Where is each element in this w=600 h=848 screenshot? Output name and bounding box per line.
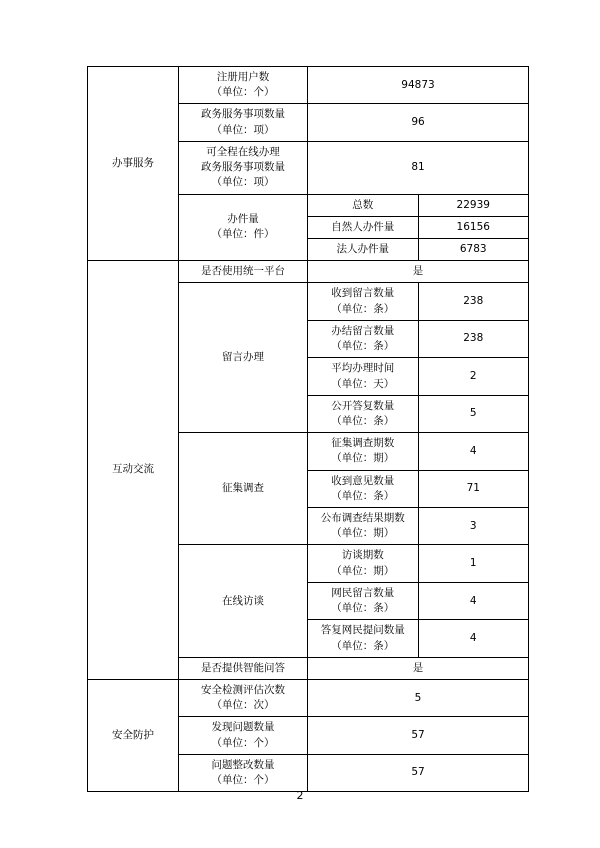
sub-cell-netizen-messages: 网民留言数量 （单位：条） bbox=[308, 582, 419, 619]
value-cell-service-items-count: 96 bbox=[308, 104, 529, 141]
item-cell-online-interview: 在线访谈 bbox=[179, 545, 308, 657]
value-cell-security-assessments: 5 bbox=[308, 680, 529, 717]
value-cell-total-cases: 22939 bbox=[418, 194, 529, 216]
item-cell-security-assessments: 安全检测评估次数 （单位：次） bbox=[179, 680, 308, 717]
value-cell-issues-found: 57 bbox=[308, 717, 529, 754]
item-cell-service-items-count: 政务服务事项数量 （单位：项） bbox=[179, 104, 308, 141]
value-cell-unified-platform: 是 bbox=[308, 261, 529, 283]
sub-cell-messages-closed: 办结留言数量 （单位：条） bbox=[308, 320, 419, 357]
value-cell-survey-periods: 4 bbox=[418, 433, 529, 470]
value-cell-average-handling-time: 2 bbox=[418, 358, 529, 395]
value-cell-opinions-received: 71 bbox=[418, 470, 529, 507]
sub-cell-public-replies: 公开答复数量 （单位：条） bbox=[308, 395, 419, 432]
item-cell-survey-collection: 征集调查 bbox=[179, 433, 308, 545]
category-cell-anquan-fanghu: 安全防护 bbox=[88, 680, 179, 792]
category-cell-hudong-jiaoliu: 互动交流 bbox=[88, 261, 179, 680]
value-cell-public-replies: 5 bbox=[418, 395, 529, 432]
sub-cell-survey-results-published: 公布调查结果期数 （单位：期） bbox=[308, 508, 419, 545]
report-table-container bbox=[87, 66, 513, 792]
sub-cell-answered-questions: 答复网民提问数量 （单位：条） bbox=[308, 620, 419, 657]
item-cell-unified-platform: 是否使用统一平台 bbox=[179, 261, 308, 283]
value-cell-messages-closed: 238 bbox=[418, 320, 529, 357]
item-cell-registered-users: 注册用户数 （单位：个） bbox=[179, 67, 308, 104]
value-cell-messages-received: 238 bbox=[418, 283, 529, 320]
sub-cell-opinions-received: 收到意见数量 （单位：条） bbox=[308, 470, 419, 507]
value-cell-interview-periods: 1 bbox=[418, 545, 529, 582]
table-row bbox=[88, 680, 529, 717]
value-cell-answered-questions: 4 bbox=[418, 620, 529, 657]
page-number: 2 bbox=[296, 789, 304, 802]
sub-cell-messages-received: 收到留言数量 （单位：条） bbox=[308, 283, 419, 320]
sub-cell-natural-person-cases: 自然人办件量 bbox=[308, 216, 419, 238]
value-cell-full-online-items: 81 bbox=[308, 141, 529, 194]
value-cell-registered-users: 94873 bbox=[308, 67, 529, 104]
value-cell-natural-person-cases: 16156 bbox=[418, 216, 529, 238]
sub-cell-interview-periods: 访谈期数 （单位：期） bbox=[308, 545, 419, 582]
government-website-report-table bbox=[87, 66, 529, 792]
value-cell-smart-qa: 是 bbox=[308, 657, 529, 679]
item-cell-handled-cases: 办件量 （单位：件） bbox=[179, 194, 308, 261]
category-cell-banshi-fuwu: 办事服务 bbox=[88, 67, 179, 261]
item-cell-message-handling: 留言办理 bbox=[179, 283, 308, 433]
table-row bbox=[88, 261, 529, 283]
item-cell-smart-qa: 是否提供智能问答 bbox=[179, 657, 308, 679]
table-row bbox=[88, 67, 529, 104]
sub-cell-survey-periods: 征集调查期数 （单位：期） bbox=[308, 433, 419, 470]
item-cell-issues-found: 发现问题数量 （单位：个） bbox=[179, 717, 308, 754]
item-cell-full-online-items: 可全程在线办理 政务服务事项数量 （单位：项） bbox=[179, 141, 308, 194]
sub-cell-total-cases: 总数 bbox=[308, 194, 419, 216]
value-cell-survey-results-published: 3 bbox=[418, 508, 529, 545]
value-cell-legal-person-cases: 6783 bbox=[418, 238, 529, 260]
sub-cell-legal-person-cases: 法人办件量 bbox=[308, 238, 419, 260]
item-cell-issues-fixed: 问题整改数量 （单位：个） bbox=[179, 754, 308, 791]
value-cell-issues-fixed: 57 bbox=[308, 754, 529, 791]
value-cell-netizen-messages: 4 bbox=[418, 582, 529, 619]
sub-cell-average-handling-time: 平均办理时间 （单位：天） bbox=[308, 358, 419, 395]
